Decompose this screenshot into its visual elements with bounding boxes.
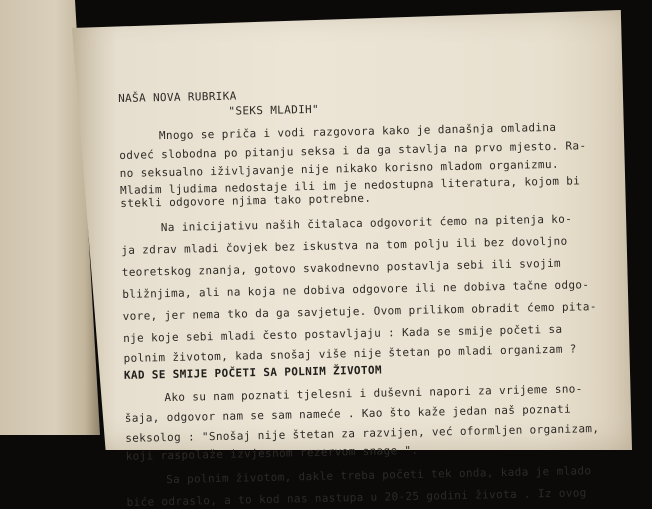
initiative-line: nje koje sebi mladi često postavljaju : Kada se smije početi sa — [123, 322, 563, 345]
initiative-line: bližnjima, ali na koja ne dobiva odgovore ili ne dobiva tačne odgo- — [122, 278, 590, 301]
initiative-line: polnim životom, kada snošaj više nije štetan po mladi organizam ? — [123, 342, 577, 365]
intro-line: odveć slobodna po pitanju seksa i da ga stavlja na prvo mjesto. Ra- — [119, 139, 587, 162]
article-title: "SEKS MLADIH" — [228, 102, 320, 118]
section-subheading: KAD SE SMIJE POČETI SA POLNIM ŽIVOTOM — [123, 363, 383, 382]
intro-line: no seksualno iživljavanje nije nikako korisno mladom organizmu. — [119, 157, 560, 180]
answer-line: seksolog : "Snošaj nije štetan za razvijen, već oformljen organizam, — [125, 421, 600, 445]
answer-line: koji raspolaže izvjesnom rezervom snage ". — [125, 443, 419, 463]
intro-line: Mnogo se priča i vodi razgovora kako je današnja omladina — [158, 120, 557, 143]
initiative-line: teoretskog znanja, gotovo svakodnevno postavlja sebi ili svojim — [121, 256, 562, 279]
answer-line: Ako su nam poznati tjelesni i duševni napori za vrijeme sno- — [164, 382, 583, 405]
initiative-line: ja zdrav mladi čovjek bez iskustva na tom polju ili bez dovoljno — [121, 234, 568, 257]
answer-line: šaja, odgovor nam se sam nameće . Kao što kaže jedan naš poznati — [124, 402, 572, 425]
column-heading: NAŠA NOVA RUBRIKA — [118, 89, 237, 105]
initiative-line: vore, jer nema tko da ga savjetuje. Ovom prilikom obradit ćemo pita- — [122, 300, 597, 323]
answer-line: Sa polnim životom, dakle treba početi tek onda, kada je mlado — [165, 464, 592, 487]
intro-line: stekli odgovore njima tako potrebne. — [120, 191, 372, 210]
initiative-line: Na inicijativu naših čitalaca odgovorit ćemo na pitenja ko- — [160, 212, 573, 235]
answer-line: biće odraslo, a to kod nas nastupa u 20-25 godini života . Iz ovog — [126, 486, 587, 509]
intro-line: Mladim ljudima nedostaje ili im je nedostupna literatura, kojom bi — [119, 174, 581, 197]
